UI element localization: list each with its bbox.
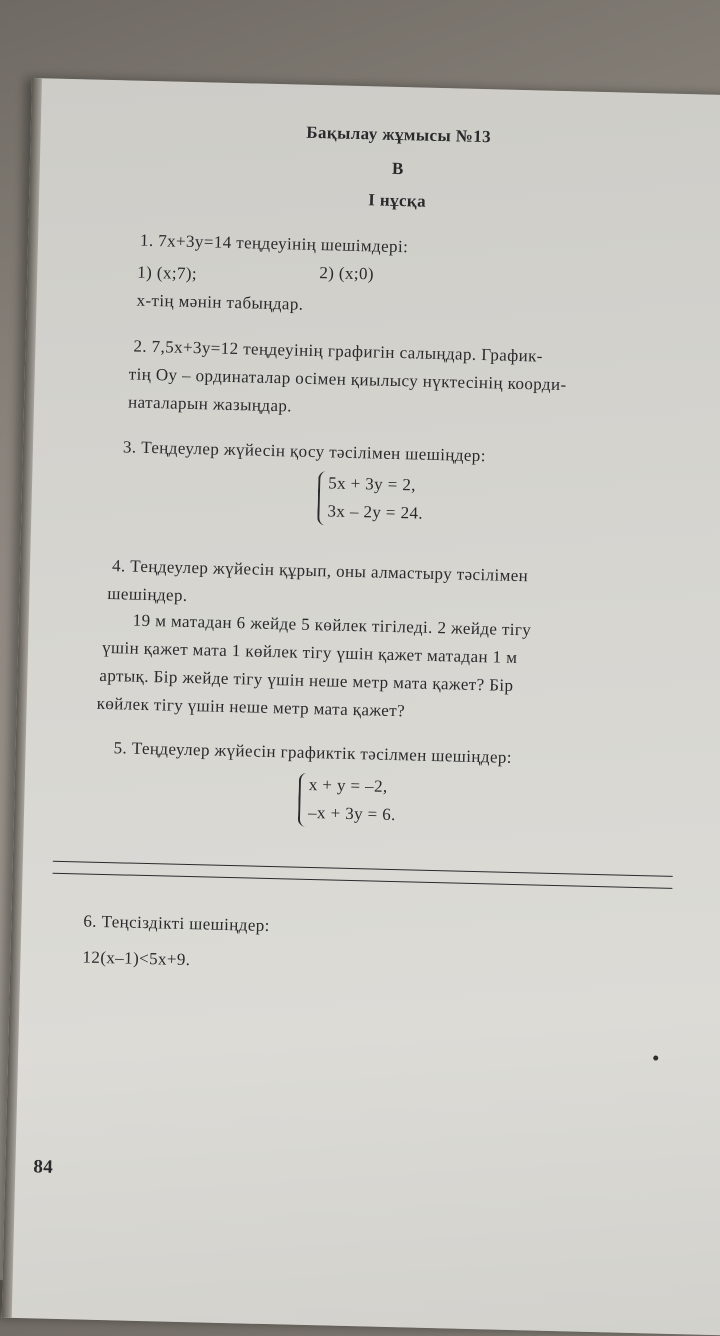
task2-line3: наталарын жазыңдар.: [127, 392, 293, 416]
task4-line2: шешіңдер.: [107, 583, 188, 605]
variant-label: I нұсқа: [367, 190, 427, 211]
divider-line-bottom: [53, 873, 673, 889]
task2-line1: 2. 7,5x+3y=12 теңдеуінің графигін салыңдар. График-: [133, 336, 544, 366]
paper-mark: [653, 1055, 658, 1060]
task6-statement: 6. Теңсіздікті шешіңдер:: [83, 911, 271, 936]
page-spine: [2, 78, 42, 1318]
task4-line6: көйлек тігу үшін неше метр мата қажет?: [96, 693, 406, 721]
task1-option1: 1) (x;7);: [137, 262, 198, 284]
level-label: B: [391, 158, 405, 179]
task5-equation2: –x + 3y = 6.: [307, 802, 397, 825]
page-number: 84: [33, 1156, 54, 1178]
task5-statement: 5. Теңдеулер жүйесін графиктік тәсілмен шешіңдер:: [113, 738, 513, 767]
task3-equation2: 3x – 2y = 24.: [327, 501, 424, 523]
task3-equation1: 5x + 3y = 2,: [327, 473, 417, 495]
task4-line5: артық. Бір жейде тігу үшін неше метр мата қажет? Бір: [99, 665, 514, 695]
task5-equation1: x + y = –2,: [308, 774, 388, 796]
textbook-page: [2, 78, 720, 1336]
task1-question: x-тің мәнін табыңдар.: [136, 290, 304, 314]
task3-statement: 3. Теңдеулер жүйесін қосу тәсілімен шешіңдер:: [122, 437, 487, 466]
task4-line1: 4. Теңдеулер жүйесін құрып, оны алмастыру тәсілімен: [111, 556, 529, 586]
page-title: Бақылау жұмысы №13: [306, 122, 492, 147]
task1-statement: 1. 7x+3y=14 теңдеуінің шешімдері:: [139, 230, 409, 257]
task2-line2: тің Oy – ординаталар осімен қиылысу нүктесінің коорди-: [128, 364, 567, 395]
task4-line3: 19 м матадан 6 жейде 5 көйлек тігіледі. 2 жейде тігу: [132, 610, 532, 640]
task4-line4: үшін қажет мата 1 көйлек тігу үшін қажет матадан 1 м: [101, 637, 518, 668]
task6-inequality: 12(x–1)<5x+9.: [82, 947, 191, 970]
task1-option2: 2) (x;0): [319, 263, 375, 284]
